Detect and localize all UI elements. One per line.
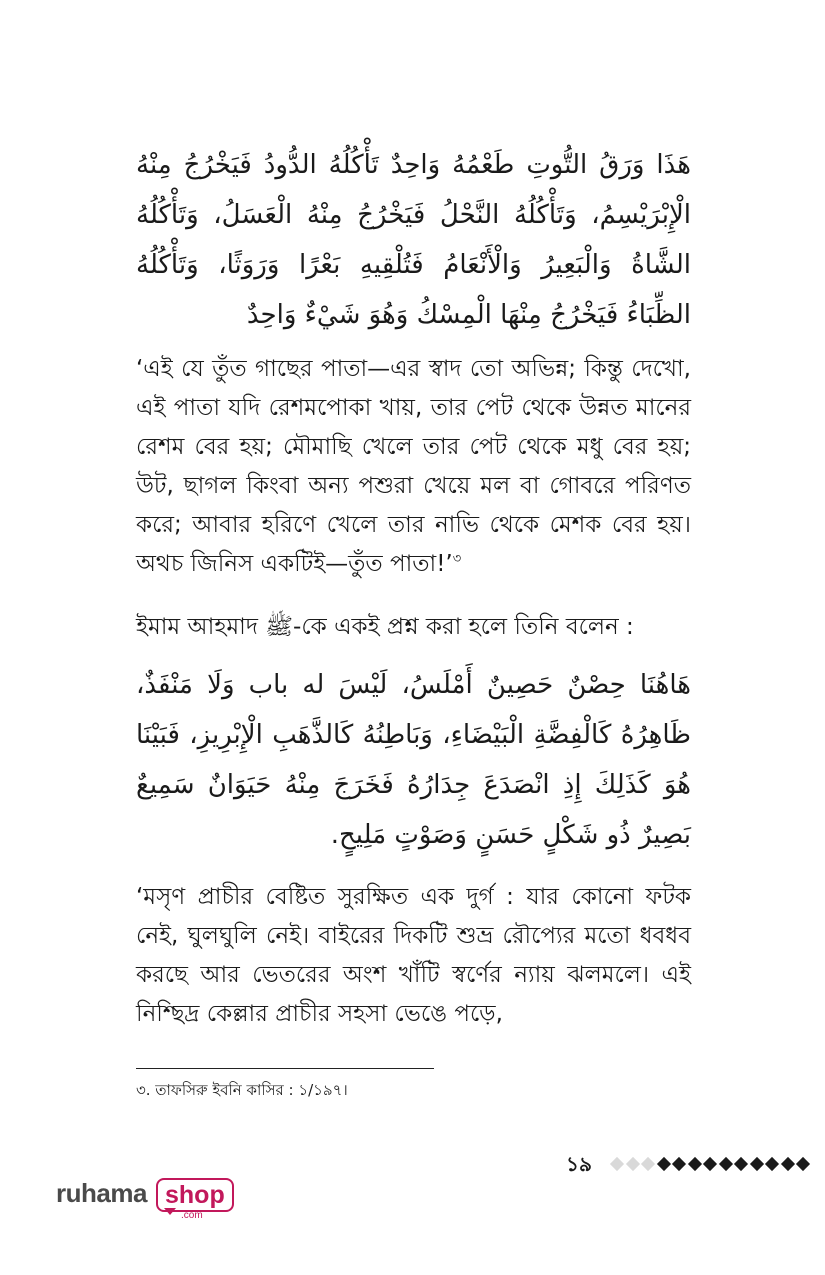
arabic-quote-1: هَذَا وَرَقُ التُّوتِ طَعْمُهُ وَاحِدٌ تَأْكُلُهُ الدُّودُ فَيَخْرُجُ مِنْهُ الْإِبْرَيْسِمُ، وَتَأْكُلُهُ النَّحْلُ فَيَخْرُجُ مِنْهُ الْعَسَلُ، وَتَأْكُلُهُ الشَّاةُ وَالْبَعِيرُ وَالْأَنْعَامُ فَتُلْقِيهِ بَعْرًا وَرَوَثًا، وَتَأْكُلُهُ الظِّبَاءُ فَيَخْرُجُ مِنْهَا الْمِسْكُ وَهُوَ شَيْءٌ وَاحِدٌ [136, 150, 691, 330]
diamond-icon [796, 1157, 810, 1171]
footnote-reference: ৩ [452, 551, 462, 567]
bangla-translation-2: ‘মসৃণ প্রাচীর বেষ্টিত সুরক্ষিত এক দুর্গ : যার কোনো ফটক নেই, ঘুলঘুলি নেই। বাইরের দিকটি শুভ্র রৌপ্যের মতো ধবধব করছে আর ভেতরের অংশ খাঁটি স্বর্ণের ন্যায় ঝলমলে। এই নিশ্ছিদ্র কেল্লার প্রাচীর সহসা ভেঙে পড়ে, [136, 884, 691, 1027]
diamond-icon [672, 1157, 686, 1171]
bangla-translation-1-text: ‘এই যে তুঁত গাছের পাতা—এর স্বাদ তো অভিন্ন; কিন্তু দেখো, এই পাতা যদি রেশমপোকা খায়, তার পেট থেকে উন্নত মানের রেশম বের হয়; মৌমাছি খেলে তার পেট থেকে মধু বের হয়; উট, ছাগল কিংবা অন্য পশুরা খেয়ে মল বা গোবরে পরিণত করে; আবার হরিণে খেলে তার নাভি থেকে মেশক বের হয়। অথচ জিনিস একটিই—তুঁত পাতা!’ [136, 356, 691, 577]
logo-shop-badge: shop [156, 1178, 234, 1212]
diamond-icon [749, 1157, 763, 1171]
diamond-icon [734, 1157, 748, 1171]
diamond-icon [687, 1157, 701, 1171]
diamond-icon [718, 1157, 732, 1171]
diamond-icon [625, 1157, 639, 1171]
footnote: ৩. তাফসিরু ইবনি কাসির : ১/১৯৭। [136, 1081, 348, 1099]
diamond-icon [765, 1157, 779, 1171]
diamond-icon [703, 1157, 717, 1171]
logo-speech-tail-icon [164, 1208, 176, 1215]
arabic-quote-2: هَاهُنَا حِصْنٌ حَصِينٌ أَمْلَسُ، لَيْسَ له باب وَلَا مَنْفَذٌ، ظَاهِرُهُ كَالْفِضَّةِ الْبَيْضَاءِ، وَبَاطِنُهُ كَالذَّهَبِ الْإِبْرِيزِ، فَبَيْنَا هُوَ كَذَلِكَ إِذِ انْصَدَعَ جِدَارُهُ فَخَرَجَ مِنْهُ حَيَوَانٌ سَمِيعٌ بَصِيرٌ ذُو شَكْلٍ حَسَنٍ وَصَوْتٍ مَلِيحٍ. [136, 670, 691, 850]
diamond-ornament [612, 1155, 825, 1173]
logo-brand-text: ruhama [56, 1178, 147, 1208]
logo-domain-text: .com [181, 1210, 203, 1221]
diamond-icon [656, 1157, 670, 1171]
diamond-icon [610, 1157, 624, 1171]
diamond-icon [641, 1157, 655, 1171]
bangla-intro-imam-ahmad: ইমাম আহমাদ ﷺ-কে একই প্রশ্ন করা হলে তিনি বলেন : [136, 614, 634, 640]
diamond-icon [780, 1157, 794, 1171]
page-number: ১৯ [566, 1152, 592, 1176]
footnote-divider [136, 1068, 434, 1069]
bangla-translation-1 [136, 350, 691, 584]
ruhamashop-logo [56, 1170, 226, 1220]
